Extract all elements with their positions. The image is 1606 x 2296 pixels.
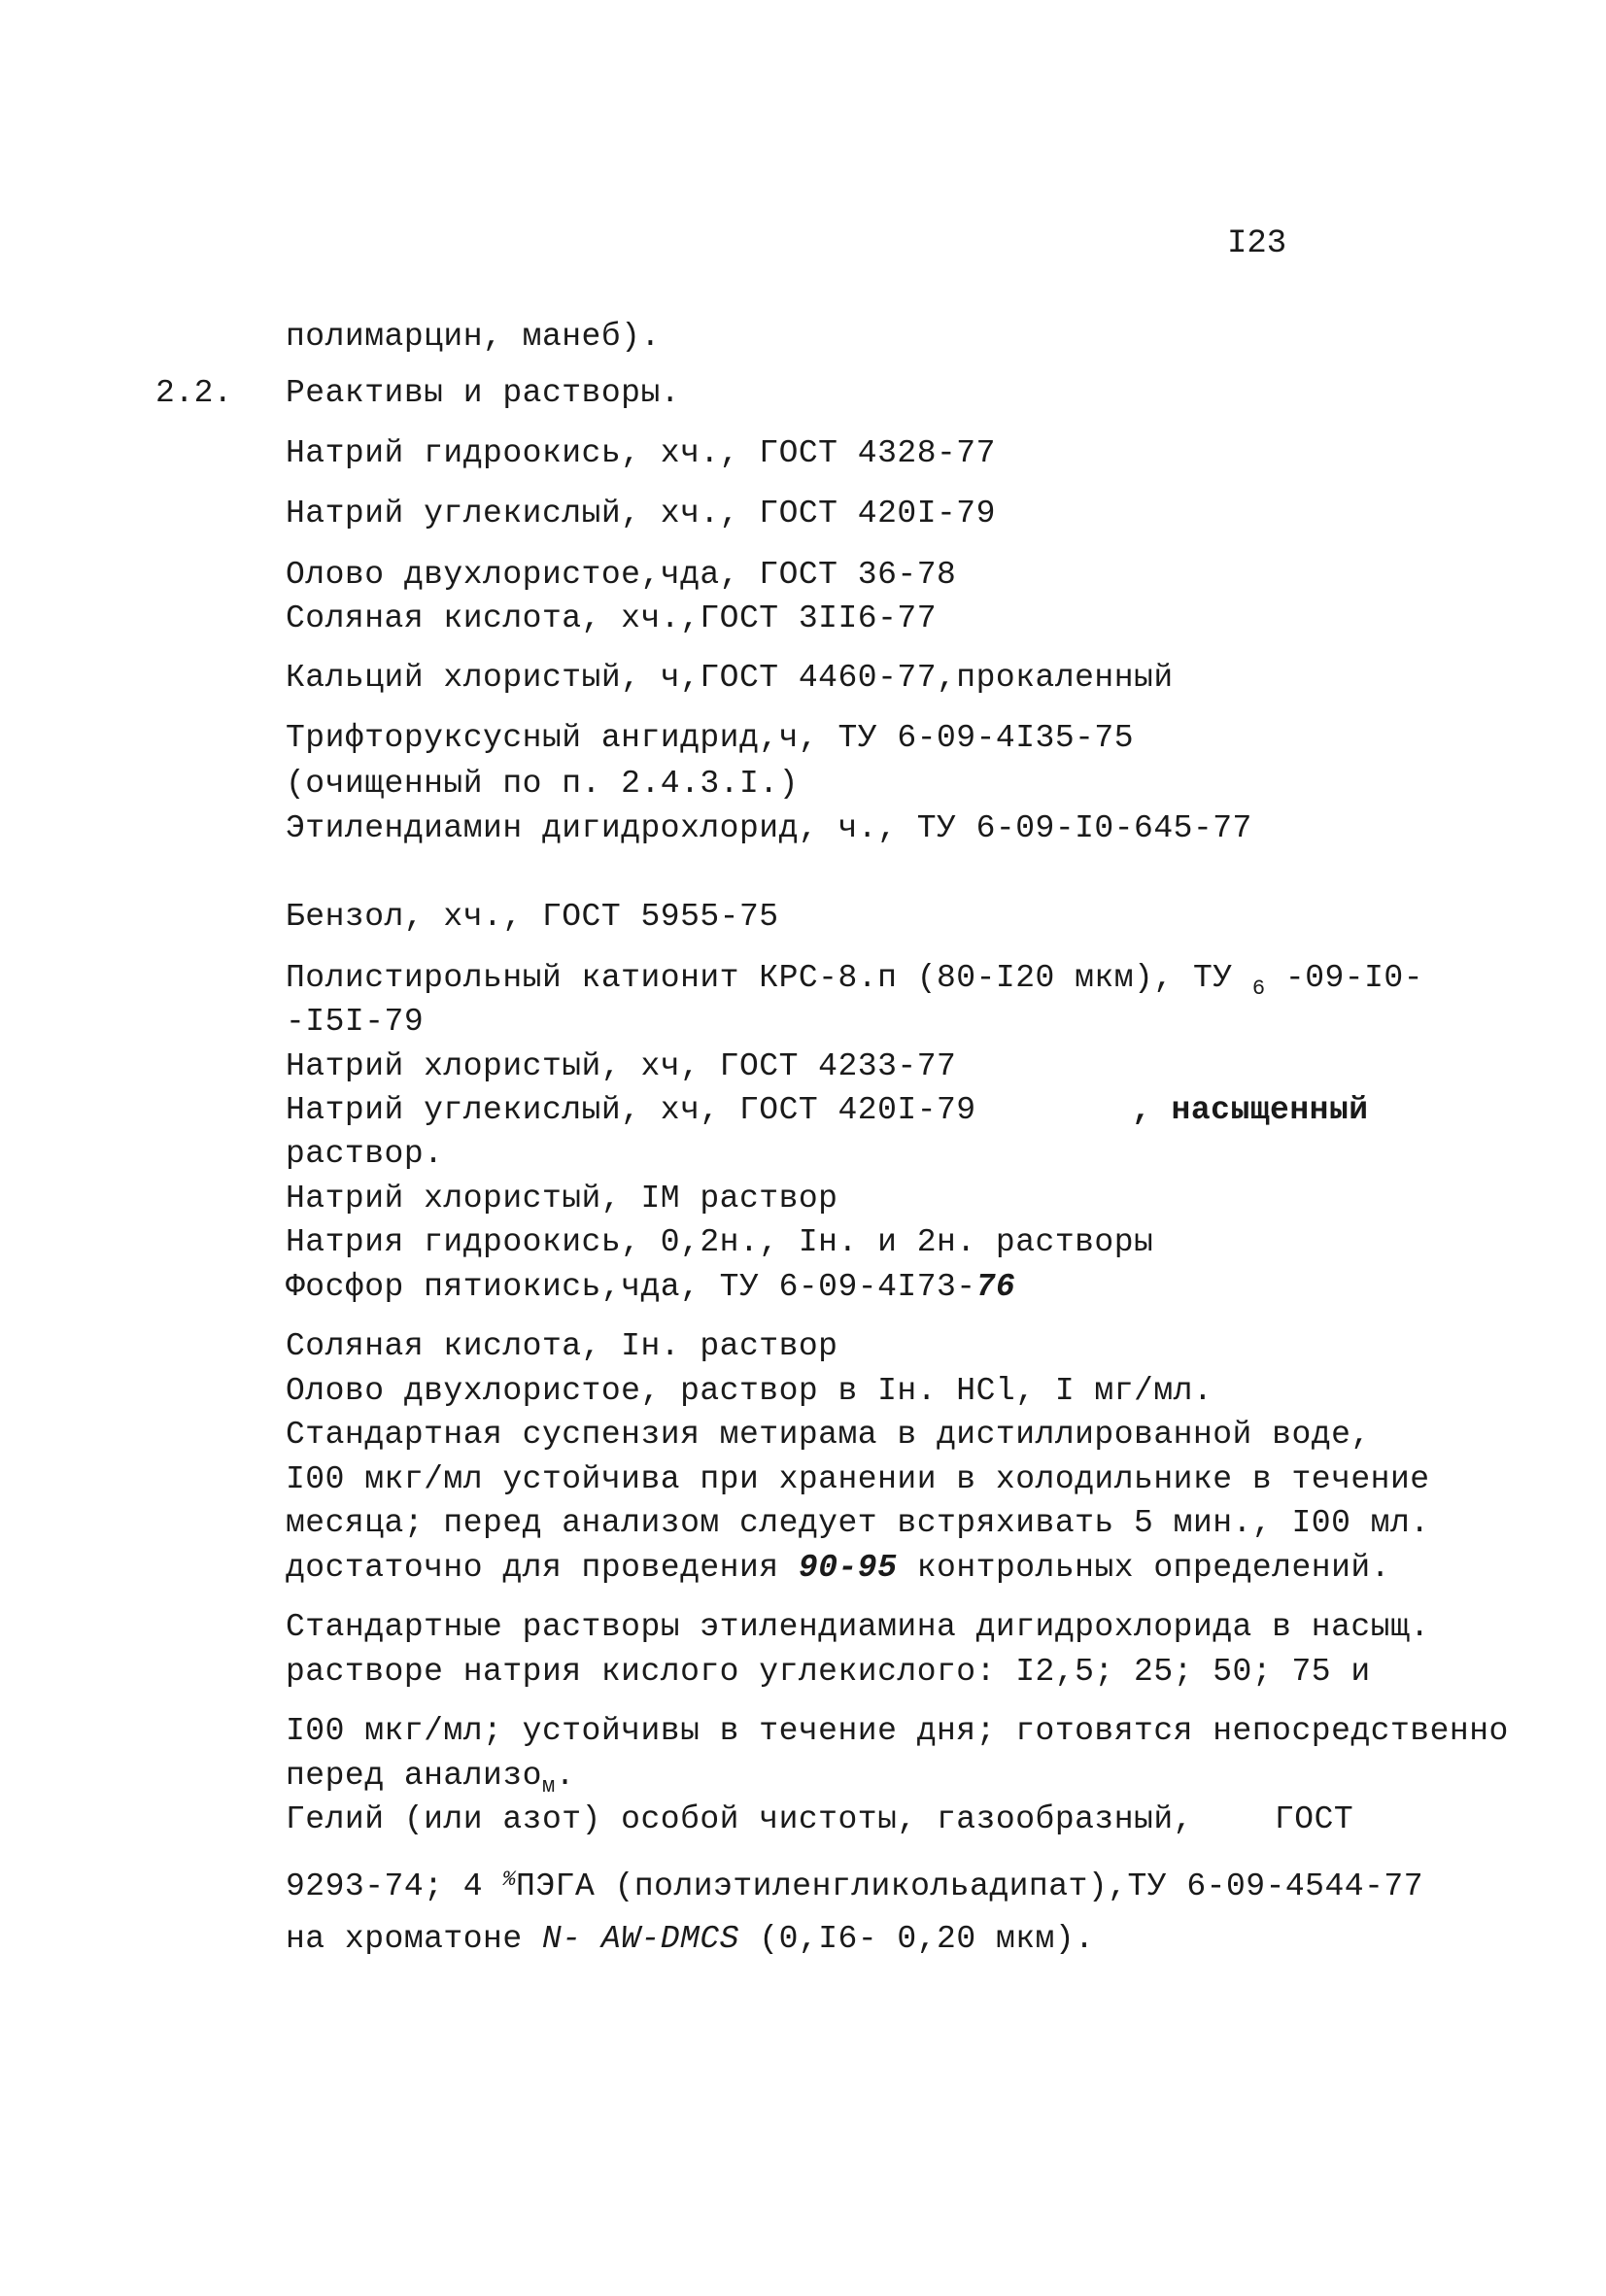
text-line <box>286 1268 1015 1307</box>
text-line <box>286 1757 575 1806</box>
text-segment: 9293-74; 4 <box>286 1868 503 1904</box>
text-line: Натрий углекислый, хч., ГОСТ 420I-79 <box>286 496 996 531</box>
text-line: Стандартные растворы этилендиамина дигидрохлорида в насыщ. <box>286 1609 1430 1645</box>
text-segment: ГОСТ <box>1275 1801 1354 1837</box>
text-line: I00 мкг/мл; устойчивы в течение дня; готовятся непосредственно <box>286 1713 1509 1749</box>
section-number: 2.2. <box>155 375 233 411</box>
text-line: Олово двухлористое, раствор в Iн. HCl, I мг/мл. <box>286 1373 1213 1409</box>
text-line: Натрий хлористый, хч, ГОСТ 4233-77 <box>286 1048 957 1084</box>
text-line: Натрий хлористый, IМ раствор <box>286 1181 838 1217</box>
text-line: Стандартная суспензия метирама в дистиллированной воде, <box>286 1417 1371 1453</box>
text-line: I00 мкг/мл устойчива при хранении в холодильнике в течение <box>286 1461 1430 1497</box>
text-segment: (0,I6- 0,20 мкм). <box>739 1921 1095 1957</box>
text-segment: 76 <box>975 1269 1016 1305</box>
text-line: Трифторуксусный ангидрид,ч, ТУ 6-09-4I35-75 <box>286 720 1135 756</box>
text-line: Кальций хлористый, ч,ГОСТ 4460-77,прокаленный <box>286 660 1174 696</box>
text-line: Натрия гидроокись, 0,2н., Iн. и 2н. растворы <box>286 1224 1154 1260</box>
text-line: Соляная кислота, Iн. раствор <box>286 1328 838 1364</box>
text-segment: перед анализо <box>286 1758 542 1794</box>
text-segment: -09-I0- <box>1284 960 1424 996</box>
text-segment: % <box>502 1868 517 1892</box>
subscript-text: м <box>541 1774 556 1799</box>
text-segment: . <box>555 1758 575 1794</box>
text-segment: Натрий углекислый, хч, ГОСТ 420I-79 <box>286 1092 976 1128</box>
text-line <box>286 1800 1193 1839</box>
text-segment: 90-95 <box>798 1550 898 1586</box>
text-line: полимарцин, манеб). <box>286 319 661 355</box>
text-segment: контрольных определений. <box>897 1550 1391 1586</box>
text-line: Этилендиамин дигидрохлорид, ч., ТУ 6-09-I0-645-77 <box>286 810 1252 846</box>
text-line: Соляная кислота, хч.,ГОСТ 3II6-77 <box>286 600 938 636</box>
text-line: (очищенный по п. 2.4.3.I.) <box>286 766 799 802</box>
page-number: I23 <box>1227 225 1287 262</box>
text-line <box>286 1549 1390 1588</box>
text-line <box>286 959 1423 1009</box>
text-segment: Полистирольный катионит КРС-8.п (80-I20 мкм), ТУ <box>286 960 1233 996</box>
text-line: месяца; перед анализом следует встряхивать 5 мин., I00 мл. <box>286 1505 1430 1541</box>
text-line: Натрий гидроокись, хч., ГОСТ 4328-77 <box>286 435 996 471</box>
text-line: Бензол, хч., ГОСТ 5955-75 <box>286 899 779 935</box>
text-line <box>286 1091 1369 1130</box>
text-segment: , насыщенный <box>1131 1092 1369 1128</box>
subscript-text: 6 <box>1251 977 1266 1001</box>
text-segment: N- AW-DMCS <box>541 1921 739 1957</box>
text-line <box>286 1861 1423 1906</box>
text-line: -I5I-79 <box>286 1004 425 1040</box>
text-segment: Гелий (или азот) особой чистоты, газообразный, <box>286 1801 1193 1837</box>
section-title: Реактивы и растворы. <box>286 375 681 411</box>
text-line: Олово двухлористое,чда, ГОСТ 36-78 <box>286 557 957 593</box>
text-segment: на хроматоне <box>286 1921 542 1957</box>
text-segment: достаточно для проведения <box>286 1550 799 1586</box>
text-line: раствор. <box>286 1136 444 1172</box>
text-line <box>286 1920 1094 1959</box>
text-segment: ПЭГА (полиэтиленгликольадипат),ТУ 6-09-4544-77 <box>516 1868 1423 1904</box>
text-segment: Фосфор пятиокись,чда, ТУ 6-09-4I73- <box>286 1269 976 1305</box>
text-line: растворе натрия кислого углекислого: I2,5; 25; 50; 75 и <box>286 1654 1371 1690</box>
